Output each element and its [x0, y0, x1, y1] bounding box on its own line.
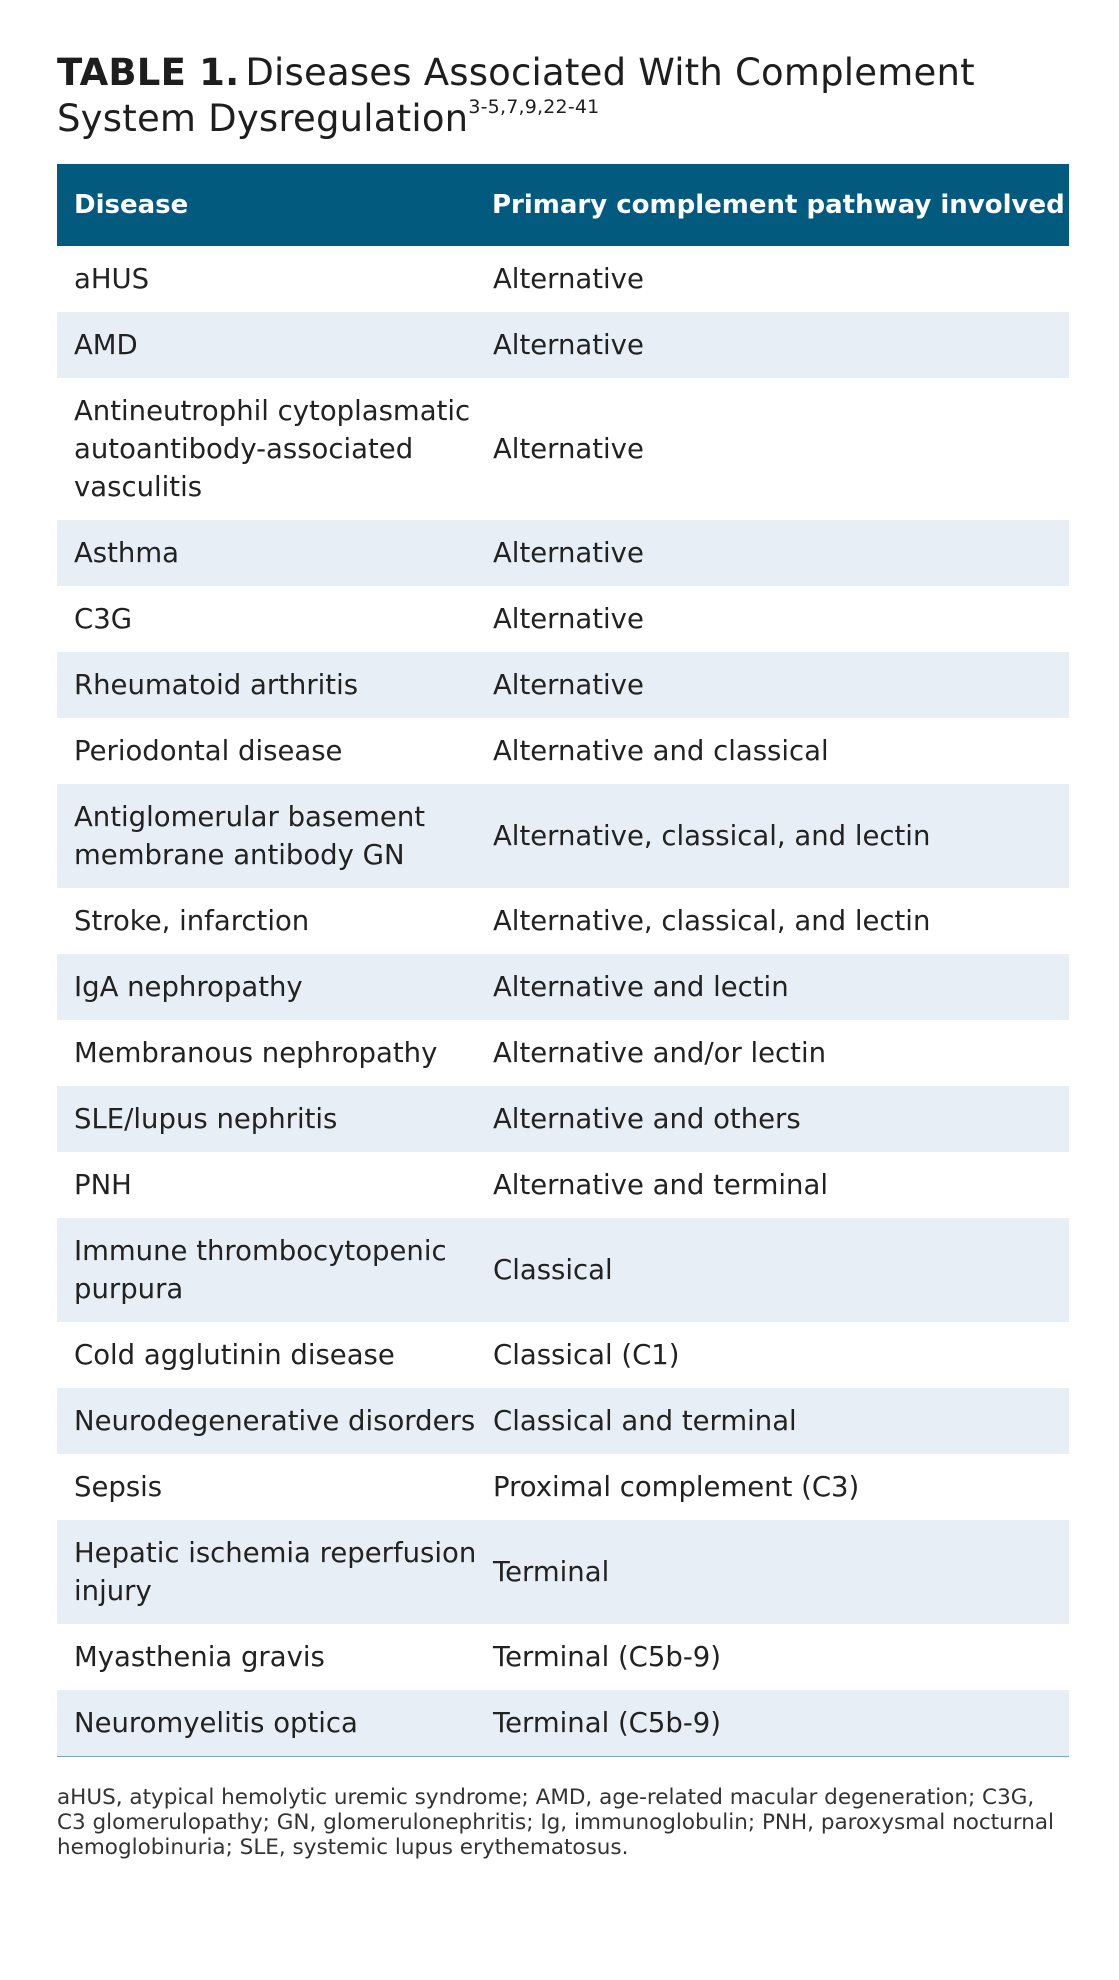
- pathway-cell: Alternative and lectin: [493, 971, 789, 1003]
- disease-cell: Periodontal disease: [74, 735, 343, 767]
- table-row: [57, 520, 1069, 586]
- table-row: [57, 888, 1069, 954]
- table-row: [57, 1690, 1069, 1756]
- table-row: [57, 1624, 1069, 1690]
- disease-cell: Myasthenia gravis: [74, 1641, 325, 1673]
- disease-cell: IgA nephropathy: [74, 971, 303, 1003]
- pathway-cell: Alternative and/or lectin: [493, 1037, 827, 1069]
- disease-cell: AMD: [74, 329, 138, 361]
- column-header-pathway: Primary complement pathway involved: [492, 190, 1065, 220]
- pathway-cell: Terminal (C5b-9): [493, 1641, 721, 1673]
- pathway-cell: Alternative: [493, 537, 644, 569]
- column-header-disease: Disease: [74, 190, 189, 220]
- disease-cell: Immune thrombocytopenic purpura: [74, 1235, 447, 1305]
- disease-cell: Antiglomerular basement membrane antibody GN: [74, 801, 426, 871]
- pathway-cell: Classical and terminal: [493, 1405, 797, 1437]
- table-row: [57, 1218, 1069, 1322]
- disease-cell: Antineutrophil cytoplasmatic autoantibody-associated vasculitis: [74, 395, 471, 503]
- disease-cell: Asthma: [74, 537, 179, 569]
- pathway-cell: Alternative and classical: [493, 735, 829, 767]
- complement-diseases-table: [57, 164, 1069, 1757]
- pathway-cell: Alternative: [493, 603, 644, 635]
- table-row: [57, 1322, 1069, 1388]
- table-figure: [57, 50, 1069, 1882]
- table-row: [57, 718, 1069, 784]
- disease-cell: aHUS: [74, 263, 150, 295]
- table-row: [57, 1152, 1069, 1218]
- table-label: TABLE 1.: [57, 51, 240, 94]
- disease-cell: Membranous nephropathy: [74, 1037, 438, 1069]
- disease-cell: Cold agglutinin disease: [74, 1339, 395, 1371]
- table-row: [57, 586, 1069, 652]
- pathway-cell: Alternative: [493, 263, 644, 295]
- table-row: [57, 246, 1069, 312]
- disease-cell: Sepsis: [74, 1471, 163, 1503]
- table-header-row: [57, 164, 1069, 246]
- pathway-cell: Alternative: [493, 329, 644, 361]
- table-footnote: aHUS, atypical hemolytic uremic syndrome; AMD, age-related macular degeneration; C3G, C3 glomerulopathy; GN, glomerulonephritis; Ig, immunoglobulin; PNH, paroxysmal nocturnal hemoglobinuria; SLE, systemic lupus erythematosus.: [57, 1785, 1054, 1860]
- table-row: [57, 1086, 1069, 1152]
- pathway-cell: Alternative, classical, and lectin: [493, 820, 931, 852]
- pathway-cell: Alternative: [493, 669, 644, 701]
- disease-cell: Rheumatoid arthritis: [74, 669, 359, 701]
- table-row: [57, 312, 1069, 378]
- table-row: [57, 1020, 1069, 1086]
- disease-cell: Stroke, infarction: [74, 905, 310, 937]
- disease-cell: C3G: [74, 603, 133, 635]
- table-title-text: Diseases Associated With Complement System Dysregulation: [57, 51, 975, 140]
- table-row: [57, 652, 1069, 718]
- pathway-cell: Classical (C1): [493, 1339, 680, 1371]
- table-row: [57, 784, 1069, 888]
- table-row: [57, 1520, 1069, 1624]
- pathway-cell: Alternative, classical, and lectin: [493, 905, 931, 937]
- pathway-cell: Alternative and others: [493, 1103, 801, 1135]
- disease-cell: PNH: [74, 1169, 132, 1201]
- pathway-cell: Classical: [493, 1254, 613, 1286]
- disease-cell: Neurodegenerative disorders: [74, 1405, 476, 1437]
- disease-cell: SLE/lupus nephritis: [74, 1103, 338, 1135]
- pathway-cell: Terminal (C5b-9): [493, 1707, 721, 1739]
- disease-cell: Hepatic ischemia reperfusion injury: [74, 1537, 477, 1607]
- table-title: [57, 50, 1069, 142]
- pathway-cell: Proximal complement (C3): [493, 1471, 860, 1503]
- table-row: [57, 1388, 1069, 1454]
- table-row: [57, 1454, 1069, 1520]
- reference-superscript: 3-5,7,9,22-41: [468, 96, 600, 118]
- pathway-cell: Terminal: [493, 1556, 610, 1588]
- table-row: [57, 954, 1069, 1020]
- table-row: [57, 378, 1069, 520]
- pathway-cell: Alternative and terminal: [493, 1169, 828, 1201]
- pathway-cell: Alternative: [493, 433, 644, 465]
- disease-cell: Neuromyelitis optica: [74, 1707, 358, 1739]
